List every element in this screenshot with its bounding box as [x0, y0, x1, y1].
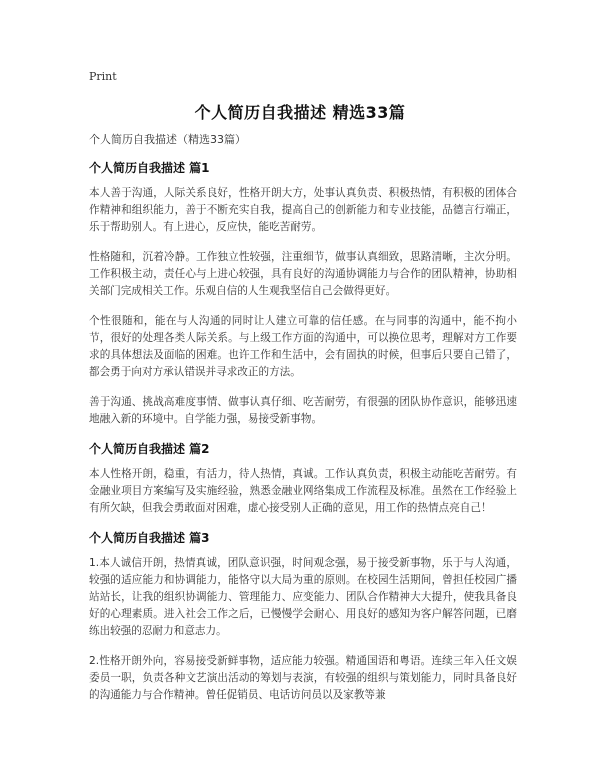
section-2 — [89, 441, 517, 517]
paragraph: 2.性格开朗外向，容易接受新鲜事物，适应能力较强。精通国语和粤语。连续三年入任文娱委员一职，负责各种文艺演出活动的筹划与表演，有较强的组织与策划能力，同时具备良好的沟通能力与合作精神。曾任促销员、电话访问员以及家教等兼 — [89, 655, 517, 701]
section-heading: 个人简历自我描述 篇3 — [89, 531, 210, 545]
section-heading: 个人简历自我描述 篇2 — [89, 442, 210, 456]
section-1 — [89, 160, 517, 428]
document-subtitle: 个人简历自我描述（精选33篇） — [89, 133, 246, 146]
paragraph: 本人性格开朗，稳重，有活力，待人热情，真诚。工作认真负责，积极主动能吃苦耐劳。有金融业项目方案编写及实施经验，熟悉金融业网络集成工作流程及标准。虽然在工作经验上有所欠缺，但我会勇敢面对困难，虚心接受别人正确的意见，用工作的热情点亮自己！ — [89, 468, 517, 514]
section-3 — [89, 530, 517, 704]
paragraph: 善于沟通、挑战高难度事情、做事认真仔细、吃苦耐劳，有很强的团队协作意识，能够迅速地融入新的环境中。自学能力强，易接受新事物。 — [89, 396, 517, 425]
section-heading: 个人简历自我描述 篇1 — [89, 161, 210, 175]
document-body — [89, 131, 517, 717]
print-label[interactable]: Print — [89, 70, 117, 83]
paragraph: 本人善于沟通，人际关系良好，性格开朗大方，处事认真负责、积极热情，有积极的团体合作精神和组织能力，善于不断充实自我，提高自己的创新能力和专业技能，品德言行端正，乐于帮助别人。有上进心，反应快，能吃苦耐劳。 — [89, 187, 517, 233]
page-title: 个人简历自我描述 精选33篇 — [194, 103, 406, 122]
paragraph: 性格随和，沉着冷静。工作独立性较强，注重细节，做事认真细致，思路清晰，主次分明。工作积极主动，责任心与上进心较强，具有良好的沟通协调能力与合作的团队精神，协助相关部门完成相关工作。乐观自信的人生观我坚信自己会做得更好。 — [89, 251, 517, 297]
paragraph: 个性很随和，能在与人沟通的同时让人建立可靠的信任感。在与同事的沟通中，能不拘小节，很好的处理各类人际关系。与上级工作方面的沟通中，可以换位思考，理解对方工作要求的具体想法及面临的困难。也许工作和生活中，会有固执的时候，但事后只要自己错了，都会勇于向对方承认错误并寻求改正的方法。 — [89, 315, 517, 378]
paragraph: 1.本人诚信开朗，热情真诚，团队意识强，时间观念强，易于接受新事物，乐于与人沟通，较强的适应能力和协调能力，能恪守以大局为重的原则。在校园生活期间，曾担任校园广播站站长，让我的组织协调能力、管理能力、应变能力、团队合作精神大大提升，使我具备良好的心理素质。进入社会工作之后，已慢慢学会耐心、用良好的感知为客户解答问题，已磨练出较强的忍耐力和意志力。 — [89, 557, 517, 637]
